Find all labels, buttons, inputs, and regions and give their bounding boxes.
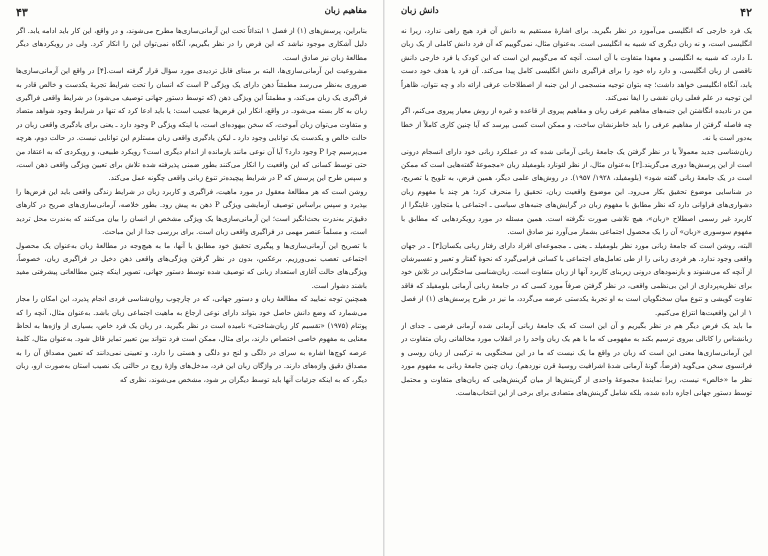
left-page-body [16,24,367,554]
right-paragraph: زبان‌شناسی جدید معمولاً یا در نظر گرفتن یک جامعهٔ زبانی آرمانی شده که در عملکرد زبانی خود دارای انسجام درونی است از این پرسش‌ها دوری می‌گزیند.[۲] به‌عنوان مثال، از نظر لئونارد بلومفیلد زبان «مجموعهٔ گفته‌هایی است که ممکن است در یک جامعهٔ زبانی گفته شود» (بلومفیلد، ۱۹۲۸/ ۱۹۵۷). در روش‌های علمی دیگر، همین فرض، به تلویح یا تصریح، در شناسایی موضوع تحقیق بکار می‌رود. این موضوع واقعیت زبان، تحقیق را منحرف کرد؛ هر چند با مفهوم زبان دشواری‌های فراوانی دارد که نظر مطابق با مفهوم زبان در گرایش‌های جنبه‌های سیاسی ـ اجتماعی یا متجاوز، غایتگرا از کاربرد غیر رسمی اصطلاح «زبان»، هیچ تلاشی صورت نگرفته است. همین مسئله در مورد رویکردهایی که مطابق با مفهوم سوسوری «زبان» آن را یک محصول اجتماعی بشمار می‌آورد نیز صادق است. [401,146,752,237]
left-page-number: ۴۳ [16,6,28,19]
left-paragraph: با تصریح این آرمانی‌سازی‌ها و پیگیری تحقیق خود مطابق با آنها، ما به هیچ‌وجه در مطالعهٔ زبان به‌عنوان یک محصول اجتماعی تعصب نمی‌ورزیم. برعکس، بدون در نظر گرفتن ویژگی‌های واقعی ذهن دخیل در فراگیری زبان، خصوصاً، ویژگی‌های حالت آغازی استعداد زبانی که توصیف شده توسط دستور جهانی، تصویر اینکه چنین مطالعاتی پیشرفتی مفید باشند دشوار است. [16,240,367,290]
right-paragraph: ما باید یک فرض دیگر هم در نظر بگیریم و آن این است که یک جامعهٔ زبانی آرمانی شده آرمانی فرضی ـ جدای از زبانشناس را کانالی بیروی ترسیم بکند به مفهومی که ما با هم یک زبان واحد را در انقلاب مورد مخالفانی زبان متفاوت در این آرمانی‌سازی‌ها معنی این است که زبان در واقع ما یک نیست که ما در این سخنگویی به ترکیبی از زبان روسی و فرانسوی سخن می‌گوید (فرضاً، گونهٔ آرمانی شدهٔ اشرافیت روسیهٔ قرن نوزدهم). زبان چنین جامعهٔ زبانی به مفهوم مورد نظر ما «خالص» نیست، زیرا نمایندهٔ مجموعهٔ واحدی از گزینش‌ها از میان گزینش‌هایی که زبان‌های متفاوت و محتمل توسط دستور جهانی اجازه داده شده، بلکه شامل گزینش‌های متضادی برای برخی از این انتخاب‌هاست. [401,320,752,397]
left-paragraph: همچنین توجه نمایید که مطالعهٔ زبان و دستور جهانی، که در چارچوب روان‌شناسی فردی انجام پذیرد، این امکان را مجاز می‌شمارد که وضع دانش حاصل خود بتواند دارای نوعی ارجاع به ماهیت اجتماعی زبان باشد. به‌عنوان مثال، آنچه را که پوتنام (۱۹۷۵) «تقسیم کار زبان‌شناختی» نامیده است در نظر بگیرید. در زبان یک فرد خاص، بسیاری از واژه‌ها به لحاظ معنایی به مفهوم خاصی اختصاص دارند، برای مثال، ممکن است فرد نتواند بین تعبیر تمایز قائل شود. به‌عنوان مثال، کلمهٔ عرصه کوچ‌ها اشاره به سرای در دلگی و لنج دو دلگی و هستی را دارد. و تعیینی نمی‌دانند که تعیین مصداق آن را به مصداق دقیق واژه‌های دارند. در واژگان زبان این فرد، مدخل‌های واژهٔ زوج در حالتی یک نصیب استان به‌صورت ازو، زبان دیگر، که به اینکه جزئیات آنها باید توسط دیگران بر شود، مشخص می‌شوند، نظری که [16,294,367,384]
right-paragraph: البته، روشن است که جامعهٔ زبانی مورد نظر بلومفیلد ـ یعنی ـ مجموعه‌ای افراد دارای رفتار زبانی یکسان[۳] ـ در جهان واقعی وجود ندارد. هر فردی زبانی را از طی تعامل‌های اجتماعی با کسانی فرامی‌گیرد که نحوهٔ گفتار و تعبیر و تفسیرشان از آنچه که می‌شنوند و بازنمودهای درونی زیربنای کاربرد آنها از زبان متفاوت است. زبان‌شناسی ساختگرایی در تلاش خود برای نظریه‌پردازی از این بی‌نظمی واقعی، در نظر گرفتن صرفاً مورد کسی که در جامعهٔ زبانی آرمانی بلومفیلد که فاقد تفاوت گویشی و تنوع میان سخنگویان است به او تجربهٔ یکدستی عرضه می‌گردد، ما نیز در طرح پرسش‌های (۱) از فصل ۱ از این واقعیت‌ها انتزاع می‌کنیم. [401,240,752,317]
right-paragraph: یک فرد خارجی که انگلیسی می‌آموزد در نظر بگیرید. برای اشارهٔ مستقیم به دانش آن فرد هیچ راهی ندارد، زیرا نه انگلیسی است، و نه زبان دیگری که شبیه به انگلیسی است. به‌عنوان مثال، نمی‌گوییم که آن فرد دانش کاملی از یک زبان L دارد، که شبیه به انگلیسی و معهذا متفاوت با آن است. آنچه که می‌گوییم این است که این کودک یا فرد خارجی دانش ناقصی از زبان انگلیسی، و دارد راه خود را برای فراگیری دانش انگلیسی کامل پیدا می‌کند. آن فرد یا هدف خود دست یابد، آنگاه انگلیسی خواهد داشت؛ چه بتوان توجیه منسجمی از این جنبه از اصطلاحات عرفی ارائه داد و چه نتوان، ظاهراً این توجیه در علم فعلی زبان نقشی را ایفا نمی‌کند. [401,26,752,103]
right-page-header [401,6,752,20]
left-paragraph: روشن است که هر مطالعهٔ معقول در مورد ماهیت، فراگیری و کاربرد زبان در شرایط زندگی واقعی باید این فرض‌ها را بپذیرد و سپس براساس توصیف آزمایشی ویژگی P ذهن به پیش رود. بطور خلاصه، آرمانی‌سازی‌های صریح در کارهای دقیق‌تر به‌ندرت بحث‌انگیز است؛ این آرمانی‌سازی‌ها یک ویژگی مشخص از انسان را بیان می‌کنند که به‌ندرت محل تردید است، و مسلماً عنصر مهمی در فراگیری واقعی زبان است. برای بررسی جدا از این مباحث. [16,186,367,237]
left-running-title: مفاهیم زبان [324,6,367,16]
right-page [384,0,768,556]
right-page-number: ۴۲ [740,6,752,19]
right-page-body [401,24,752,554]
left-page-header [16,6,367,20]
left-paragraph: بنابراین، پرسش‌های (۱) از فصل ۱ ابتدائاً تحت این آرمانی‌سازی‌ها مطرح می‌شوند، و در واقع، این کار باید ادامه یابد. اگر دلیل آشکاری موجود نباشد که این فرض را در نظر بگیریم، آنگاه نمی‌توان این را انکار کرد. ولی در رویکردهای دیگر مطالعهٔ زبان نیز صادق است. [16,26,367,62]
right-paragraph: من در نادیده انگاشتن این جنبه‌های مفاهیم عرفی زبان و مفاهیم پیروی از قاعده و غیره از روش معیار پیروی می‌کنم، اگر چه فاصله گرفتن از مفاهیم عرفی را باید خاطرنشان ساخت، و ممکن است کسی بپرسد که آیا چنین کاری کاملاً از خطا به‌دور است یا نه. [401,106,752,143]
book-gutter [383,0,385,556]
right-running-title: دانش زبان [401,6,439,16]
left-paragraph: مشروعیت این آرمانی‌سازی‌ها، البته بر مبنای قابل تردیدی مورد سؤال قرار گرفته است.[۴] در واقع این آرمانی‌سازی‌ها ضروری به‌نظر می‌رسد مطمئناً ذهن دارای یک ویژگی P است که انسان را تحت شرایط تجربهٔ یکدست و خالص قادر به فراگیری یک زبان می‌کند، و مطمئناً این ویژگی ذهن (که توسط دستور جهانی توصیف می‌شود) در شرایط واقعی فراگیری زبان به کار بسته می‌شود. در واقع، انکار این فرض‌ها عجیب است: یا باید ادعا کرد که تنها در شرایط وجود شواهد متضاد و متفاوت می‌توان زبان آموخت، که سخن بیهوده‌ای است، یا اینکه ویژگی P وجود دارد ـ یعنی برای یادگیری واقعی زبان در حالت خالص و یکدست یک توانایی وجود دارد ـ لیکن یادگیری واقعی زبان مستلزم این توانایی نیست. در حالت دوم، هرچه می‌پرسیم چرا P وجود دارد؟ آیا آن نوعی مانند بازمانده از اندام دیگری است؟ رویکرد طبیعی، و رویکردی که به اعتقاد من حتی توسط کسانی که این واقعیت را انکار می‌کنند بطور ضمنی پذیرفته شده تلاش برای تعیین ویژگی واقعی ذهن است، و سپس طرح این پرسش که P در شرایط پیچیده‌تر تنوع زبانی واقعی چگونه عمل می‌کند. [16,66,367,183]
